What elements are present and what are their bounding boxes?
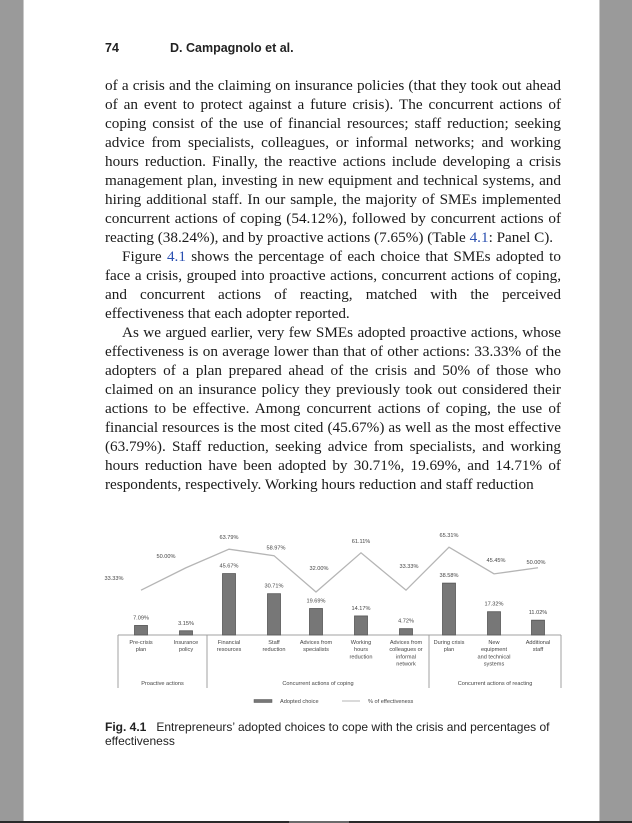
bar-data-label: 14.17% [351, 605, 371, 612]
line-data-label: 65.31% [439, 533, 459, 540]
bar-adopted-choice [532, 620, 545, 635]
category-label: resources [216, 647, 242, 654]
bar-adopted-choice [400, 629, 413, 635]
category-label: and technical [477, 654, 511, 661]
figure-caption [105, 720, 575, 748]
category-label: hours [354, 647, 368, 654]
figure-4-1-chart [94, 530, 584, 720]
line-data-label: 33.33% [399, 564, 419, 571]
bar-adopted-choice [180, 631, 193, 635]
bar-data-label: 3.15% [178, 620, 194, 627]
line-data-label: 32.00% [309, 565, 329, 572]
category-label: systems [483, 661, 505, 668]
cross-reference-link[interactable]: 4.1 [469, 229, 489, 246]
category-label: Advices from [299, 640, 333, 646]
figure-label: Fig. 4.1 [105, 720, 147, 734]
bar-data-label: 45.67% [219, 563, 239, 570]
bar-data-label: 17.32% [484, 601, 504, 608]
bar-adopted-choice [443, 583, 456, 635]
category-label: specialists [303, 647, 329, 654]
legend-label-adopted-choice: Adopted choice [280, 699, 319, 705]
category-label: reduction [262, 647, 286, 654]
category-label: Financial [217, 640, 241, 646]
paragraph-text: of a crisis and the claiming on insurance policies (that they took out ahead of an event to protect against a future crisis). The concurrent actions of coping consist of the use of financial resources; staff reduction; seeking advice from specialists, colleagues, or informal networks; and working hours reduction. Finally, the reactive actions include developing a crisis management plan, investing in new equipment and technical systems, and hiring additional staff. In our sample, the majority of SMEs implemented concurrent actions of coping (54.12%), followed by concurrent actions of reacting (38.24%), and by proactive actions (7.65%) (Table [105, 77, 561, 246]
category-label: colleagues or [389, 647, 423, 654]
running-head-authors: D. Campagnolo et al. [170, 41, 294, 55]
bar-adopted-choice [355, 616, 368, 635]
cross-reference-link[interactable]: 4.1 [166, 248, 186, 265]
bar-adopted-choice [488, 612, 501, 635]
category-label: reduction [349, 654, 373, 661]
bar-data-label: 4.72% [398, 618, 414, 625]
bar-data-label: 38.58% [439, 573, 459, 580]
bar-adopted-choice [135, 625, 148, 635]
paragraph-text: As we argued earlier, very few SMEs adopted proactive actions, whose effectiveness is on average lower than that of other actions: 33.33% of the adopters of a plan prepared ahead of the crisis and 50% of those who claimed on an insurance policy they previously took out considered their actions to be effective. Among concurrent actions of coping, the use of financial resources is the most cited (45.67%) as well as the most effective (63.79%). Staff reduction, seeking advice from specialists, and working hours reduction have been adopted by 30.71%, 19.69%, and 14.71% of respondents, respectively. Working hours reduction and staff reduction [105, 324, 561, 493]
category-label: During crisis [433, 640, 465, 646]
effectiveness-line [141, 547, 538, 592]
group-label: Proactive actions [141, 681, 184, 687]
paragraph [105, 247, 561, 323]
line-data-label: 50.00% [156, 553, 176, 560]
document-page [23, 0, 600, 821]
line-data-label: 58.97% [266, 545, 286, 552]
line-data-label: 50.00% [526, 559, 546, 566]
category-label: informal [396, 654, 416, 661]
paragraph-text: shows the percentage of each choice that SMEs adopted to face a crisis, grouped into proactive actions, concurrent actions of coping, and concurrent actions of reacting, matched with the perceived effectiveness that each adopter reported. [105, 248, 561, 322]
bar-adopted-choice [310, 609, 323, 635]
category-label: New [488, 640, 500, 646]
paragraph [105, 76, 561, 247]
legend-label-effectiveness: % of effectiveness [368, 699, 414, 705]
paragraph-text: Figure [122, 248, 167, 265]
bar-data-label: 19.69% [306, 598, 326, 605]
figure-caption-text: Entrepreneurs’ adopted choices to cope with the crisis and percentages of effectiveness [105, 720, 550, 748]
bar-data-label: 30.71% [264, 583, 284, 590]
bar-adopted-choice [268, 594, 281, 635]
paragraph-text: : Panel C). [488, 229, 554, 246]
page-number: 74 [105, 41, 119, 55]
line-data-label: 63.79% [219, 535, 239, 542]
line-data-label: 45.45% [486, 557, 506, 564]
bar-data-label: 11.02% [528, 610, 548, 617]
category-label: policy [178, 647, 194, 654]
category-label: equipment [480, 647, 508, 654]
category-label: Working [350, 640, 372, 646]
category-label: Advices from [389, 640, 423, 646]
running-head [105, 41, 294, 55]
category-label: staff [532, 647, 544, 654]
category-label: Staff [268, 640, 280, 646]
bar-data-label: 7.09% [133, 615, 149, 622]
category-label: Additional [525, 640, 551, 646]
category-label: Insurance [173, 640, 199, 646]
legend-bar-swatch [254, 700, 272, 703]
body-text [105, 76, 561, 494]
category-label: network [396, 661, 416, 668]
paragraph [105, 323, 561, 494]
category-label: plan [135, 647, 147, 654]
bar-adopted-choice [223, 574, 236, 635]
group-label: Concurrent actions of coping [282, 681, 354, 687]
category-label: Pre-crisis [129, 640, 153, 646]
chart-svg [94, 530, 584, 720]
line-data-label: 61.11% [351, 538, 371, 545]
category-label: plan [443, 647, 455, 654]
line-data-label: 33.33% [104, 576, 124, 583]
group-label: Concurrent actions of reacting [457, 681, 533, 687]
